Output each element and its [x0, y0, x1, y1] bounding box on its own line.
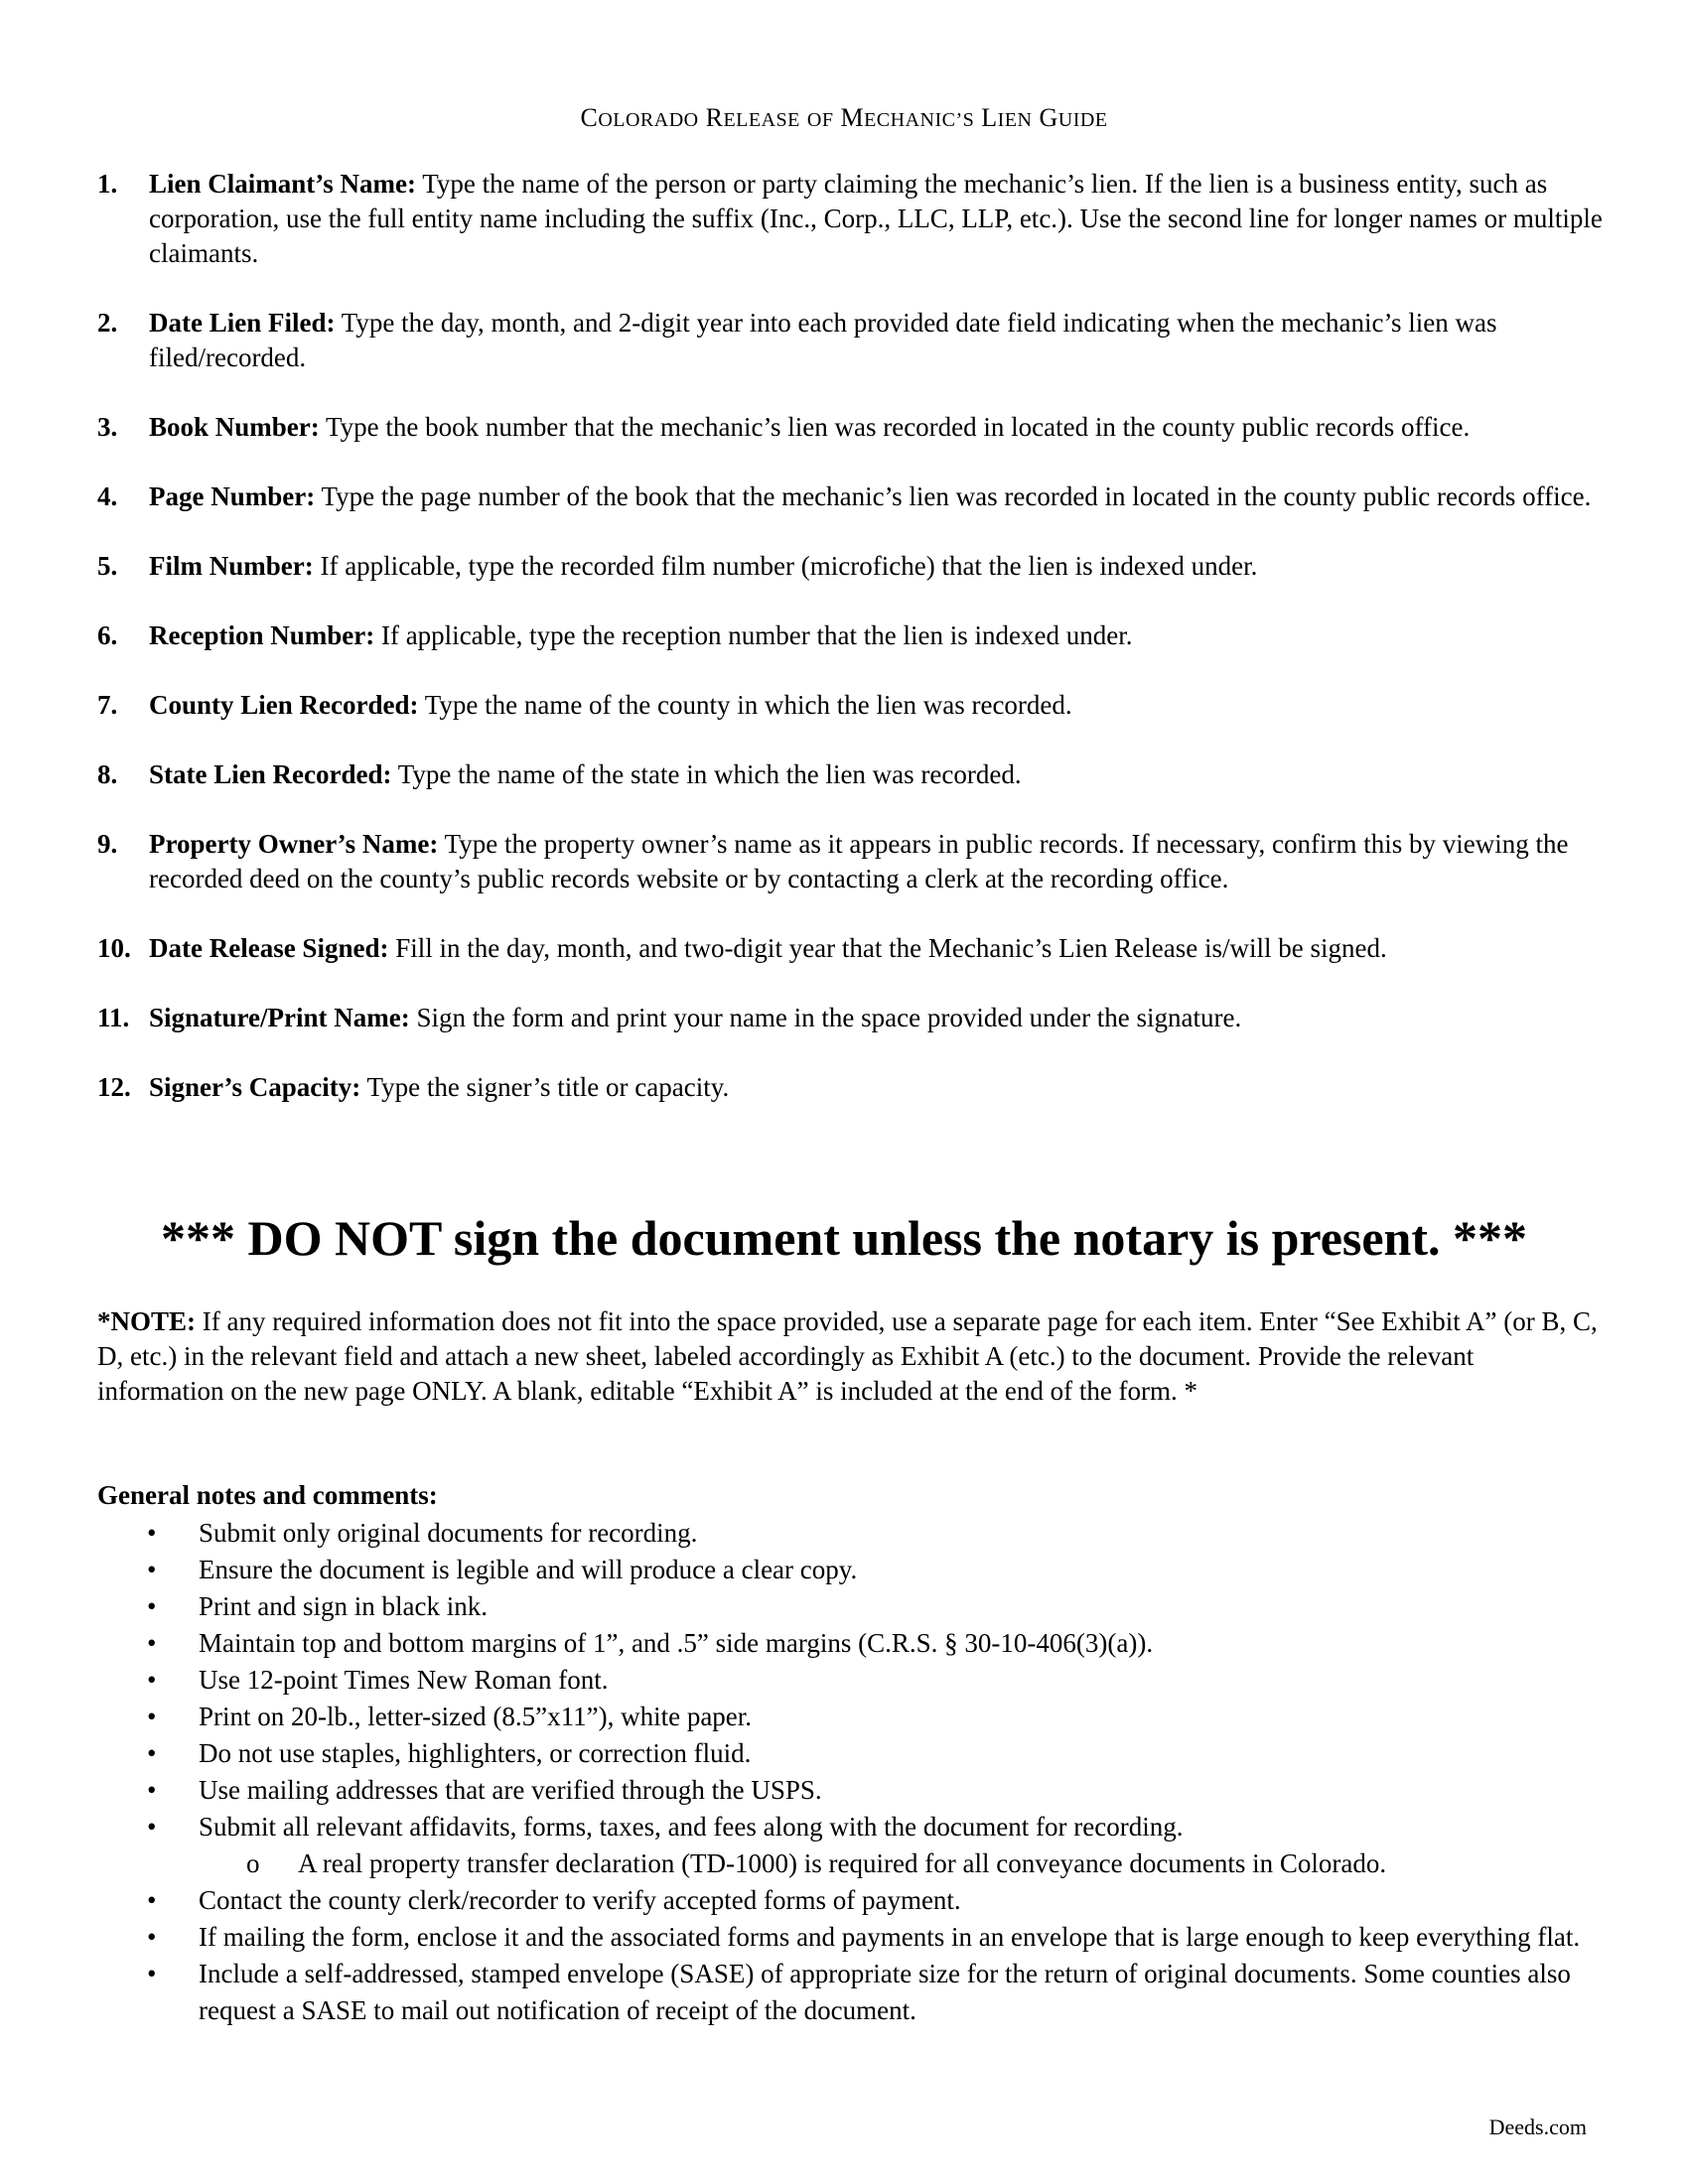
list-item-text: Include a self-addressed, stamped envelope (SASE) of appropriate size for the return of original documents. Some counties also request a SASE to mail out notification of receipt of the document.	[199, 1959, 1571, 2025]
notary-warning: *** DO NOT sign the document unless the notary is present. ***	[160, 1210, 1528, 1266]
instruction-text: Type the name of the person or party claiming the mechanic’s lien. If the lien is a business entity, such as corporation, use the full entity name including the suffix (Inc., Corp., LLC, LLP, etc.). Use the second line for longer names or multiple claimants.	[149, 169, 1603, 268]
bullet-icon: •	[147, 1628, 157, 1658]
bullet-icon: •	[147, 1922, 157, 1952]
instruction-text: Type the page number of the book that the mechanic’s lien was recorded in located in the county public records office.	[315, 481, 1592, 511]
instruction-number: 3.	[97, 412, 118, 442]
instruction-text: Type the name of the state in which the lien was recorded.	[391, 759, 1022, 789]
list-item-text: Submit all relevant affidavits, forms, taxes, and fees along with the document for recording.	[199, 1812, 1184, 1842]
list-item	[97, 1882, 1607, 1919]
instruction-text: Type the book number that the mechanic’s lien was recorded in located in the county public records office.	[319, 412, 1471, 442]
instruction-label: Book Number:	[149, 412, 320, 442]
instruction-item	[97, 306, 1607, 375]
instruction-label: Reception Number:	[149, 620, 375, 650]
title-word: IEN	[997, 109, 1033, 131]
instruction-item	[97, 1070, 1607, 1105]
instruction-label: County Lien Recorded:	[149, 690, 419, 720]
instruction-label: Signature/Print Name:	[149, 1003, 410, 1032]
title-initial: R	[705, 103, 724, 132]
instruction-item	[97, 688, 1607, 723]
instruction-item	[97, 1001, 1607, 1035]
instruction-item	[97, 167, 1607, 271]
list-item	[97, 1588, 1607, 1625]
list-item-text: Submit only original documents for recording.	[199, 1518, 698, 1548]
instruction-item	[97, 757, 1607, 792]
bullet-icon: •	[147, 1775, 157, 1805]
instruction-label: Date Release Signed:	[149, 933, 389, 963]
list-item-text: A real property transfer declaration (TD-1000) is required for all conveyance documents in Colorado.	[298, 1848, 1387, 1878]
instruction-number: 2.	[97, 308, 118, 338]
list-item-text: Do not use staples, highlighters, or correction fluid.	[199, 1738, 752, 1768]
instruction-text: Type the property owner’s name as it appears in public records. If necessary, confirm this by viewing the recorded deed on the county’s public records website or by contacting a clerk at the recording office.	[149, 829, 1569, 893]
list-item-text: Contact the county clerk/recorder to verify accepted forms of payment.	[199, 1885, 961, 1915]
list-item-text: Print and sign in black ink.	[199, 1591, 488, 1621]
title-word: OF	[806, 109, 834, 131]
title-word: OLORADO	[598, 109, 699, 131]
bullet-icon: •	[147, 1959, 157, 1988]
instruction-list	[97, 167, 1607, 1140]
instruction-number: 12.	[97, 1072, 131, 1102]
list-item-text: If mailing the form, enclose it and the associated forms and payments in an envelope that is large enough to keep everything flat.	[199, 1922, 1581, 1952]
instruction-number: 5.	[97, 551, 118, 581]
list-item	[97, 1735, 1607, 1772]
instruction-item	[97, 931, 1607, 966]
instruction-number: 11.	[97, 1003, 130, 1032]
instruction-item	[97, 479, 1607, 514]
instruction-text: Fill in the day, month, and two-digit year that the Mechanic’s Lien Release is/will be signed.	[388, 933, 1387, 963]
note-label: *NOTE:	[97, 1306, 197, 1336]
general-notes-list	[97, 1515, 1607, 2029]
list-item-text: Use mailing addresses that are verified through the USPS.	[199, 1775, 822, 1805]
bullet-icon: •	[147, 1591, 157, 1621]
list-item	[97, 1552, 1607, 1588]
bullet-icon: •	[147, 1812, 157, 1842]
sub-list-item	[97, 1845, 1607, 1882]
title-initial: L	[981, 103, 998, 132]
instruction-text: If applicable, type the reception number that the lien is indexed under.	[374, 620, 1133, 650]
instruction-text: Type the name of the county in which the lien was recorded.	[418, 690, 1072, 720]
instruction-number: 9.	[97, 829, 118, 859]
instruction-text: Sign the form and print your name in the space provided under the signature.	[409, 1003, 1242, 1032]
bullet-icon: •	[147, 1555, 157, 1584]
bullet-icon: •	[147, 1885, 157, 1915]
title-word: UIDE	[1057, 109, 1108, 131]
document-title	[0, 103, 1688, 133]
instruction-number: 6.	[97, 620, 118, 650]
instruction-item	[97, 410, 1607, 445]
bullet-icon: •	[147, 1518, 157, 1548]
list-item	[97, 1809, 1607, 1845]
bullet-icon: •	[147, 1702, 157, 1731]
general-notes-heading: General notes and comments:	[97, 1480, 438, 1510]
circle-bullet-icon: o	[246, 1848, 260, 1878]
instruction-text: Type the signer’s title or capacity.	[360, 1072, 730, 1102]
exhibit-note	[97, 1304, 1607, 1409]
instruction-label: Signer’s Capacity:	[149, 1072, 361, 1102]
instruction-text: If applicable, type the recorded film number (microfiche) that the lien is indexed under.	[313, 551, 1258, 581]
instruction-number: 7.	[97, 690, 118, 720]
list-item	[97, 1772, 1607, 1809]
title-initial: G	[1039, 103, 1058, 132]
instruction-label: Film Number:	[149, 551, 314, 581]
instruction-item	[97, 827, 1607, 896]
list-item	[97, 1919, 1607, 1956]
title-initial: C	[580, 103, 599, 132]
instruction-label: Lien Claimant’s Name:	[149, 169, 416, 199]
footer-brand: Deeds.com	[1488, 2115, 1587, 2139]
bullet-icon: •	[147, 1738, 157, 1768]
list-item	[97, 1515, 1607, 1552]
instruction-label: Date Lien Filed:	[149, 308, 336, 338]
instruction-number: 10.	[97, 933, 131, 963]
list-item-text: Print on 20-lb., letter-sized (8.5”x11”), white paper.	[199, 1702, 753, 1731]
title-initial: M	[840, 103, 865, 132]
list-item-text: Use 12-point Times New Roman font.	[199, 1665, 609, 1695]
list-item-text: Ensure the document is legible and will produce a clear copy.	[199, 1555, 858, 1584]
list-item	[97, 1662, 1607, 1699]
note-text: If any required information does not fit into the space provided, use a separate page for each item. Enter “See Exhibit A” (or B, C, D, etc.) in the relevant field and attach a new sheet, labeled accordingly as Exhibit A (etc.) to the document. Provide the relevant information on the new page ONLY. A blank, editable “Exhibit A” is included at the end of the form. *	[97, 1306, 1598, 1406]
instruction-item	[97, 549, 1607, 584]
instruction-item	[97, 618, 1607, 653]
bullet-icon: •	[147, 1665, 157, 1695]
title-word: ECHANIC’S	[864, 109, 975, 131]
list-item	[97, 1956, 1607, 2029]
instruction-text: Type the day, month, and 2-digit year into each provided date field indicating when the mechanic’s lien was filed/recorded.	[149, 308, 1497, 372]
instruction-label: Property Owner’s Name:	[149, 829, 439, 859]
instruction-label: State Lien Recorded:	[149, 759, 392, 789]
title-word: ELEASE	[723, 109, 800, 131]
list-item	[97, 1699, 1607, 1735]
list-item	[97, 1625, 1607, 1662]
instruction-number: 4.	[97, 481, 118, 511]
instruction-number: 8.	[97, 759, 118, 789]
instruction-label: Page Number:	[149, 481, 316, 511]
instruction-number: 1.	[97, 169, 118, 199]
list-item-text: Maintain top and bottom margins of 1”, and .5” side margins (C.R.S. § 30-10-406(3)(a)).	[199, 1628, 1154, 1658]
